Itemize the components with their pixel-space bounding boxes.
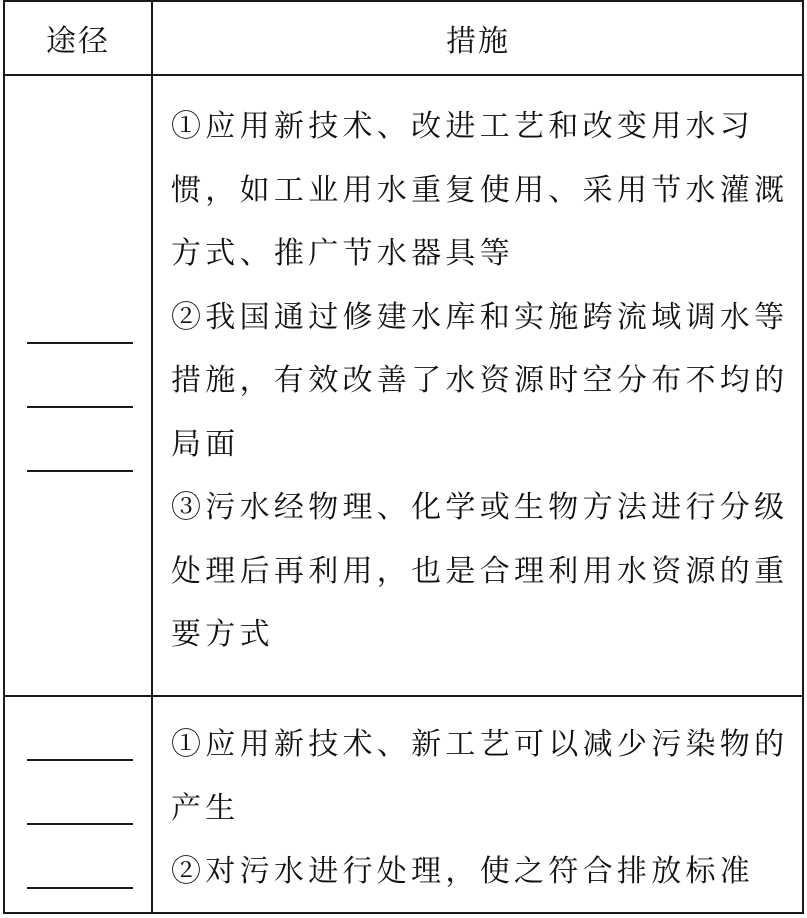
header-approach: 途径 xyxy=(46,24,110,59)
answer-blank[interactable] xyxy=(27,470,133,472)
measures-table xyxy=(3,0,804,914)
header-measures: 措施 xyxy=(446,24,510,59)
measure-item: ①应用新技术、新工艺可以减少污染物的产生 xyxy=(171,727,789,826)
answer-blank[interactable] xyxy=(27,406,133,408)
row2-measures xyxy=(171,713,793,904)
answer-blank[interactable] xyxy=(27,342,133,344)
measure-item: ①应用新技术、改进工艺和改变用水习惯，如工业用水重复使用、采用节水灌溉方式、推广节水器具等 xyxy=(171,109,789,271)
measure-item: ②我国通过修建水库和实施跨流域调水等措施，有效改善了水资源时空分布不均的局面 xyxy=(171,299,789,462)
measure-item: ③污水经物理、化学或生物方法进行分级处理后再利用，也是合理利用水资源的重要方式 xyxy=(171,490,789,652)
measure-item: ②对污水进行处理，使之符合排放标准 xyxy=(171,854,755,889)
row1-measures xyxy=(171,95,793,667)
answer-blank[interactable] xyxy=(27,887,133,889)
answer-blank[interactable] xyxy=(27,759,133,761)
header-divider xyxy=(5,74,802,76)
row-divider xyxy=(5,695,802,697)
column-divider xyxy=(151,2,153,912)
answer-blank[interactable] xyxy=(27,823,133,825)
